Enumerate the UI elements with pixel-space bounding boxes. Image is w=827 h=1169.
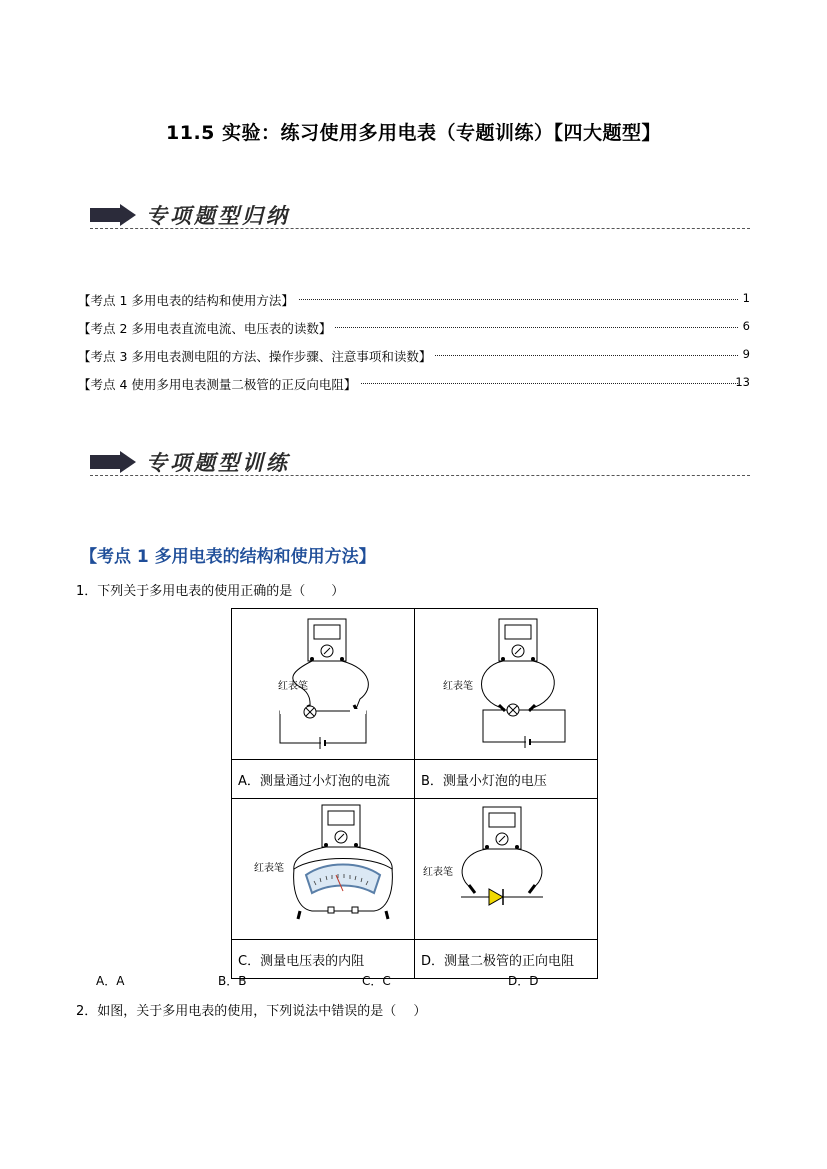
toc-page: 13	[735, 375, 750, 389]
toc-entry[interactable]	[78, 375, 750, 397]
figure-c	[232, 799, 415, 940]
toc-entry[interactable]	[78, 347, 750, 369]
question-1-stem: 1．下列关于多用电表的使用正确的是（ ）	[76, 584, 345, 599]
arrow-icon	[90, 204, 136, 226]
circuit-diagram-icon	[232, 609, 414, 755]
page-title: 11.5 实验：练习使用多用电表（专题训练）【四大题型】	[166, 122, 661, 144]
question-1-figure-table	[231, 608, 598, 979]
banner-title: 专项题型归纳	[146, 203, 290, 228]
question-2-stem: 2．如图，关于多用电表的使用，下列说法中错误的是（ ）	[76, 1004, 427, 1019]
section-heading: 【考点 1 多用电表的结构和使用方法】	[80, 547, 376, 567]
figure-a	[232, 609, 415, 760]
toc-label: 【考点 2 多用电表直流电流、电压表的读数】	[78, 319, 335, 337]
voltmeter-diagram-icon	[232, 799, 414, 935]
option-d[interactable]: D．D	[508, 974, 539, 988]
divider	[90, 228, 750, 229]
section-banner-summary	[90, 196, 750, 236]
option-d-caption: D．测量二极管的正向电阻	[415, 940, 598, 979]
red-probe-label: 红表笔	[278, 681, 308, 692]
toc-entry[interactable]	[78, 319, 750, 341]
option-c[interactable]: C．C	[362, 974, 391, 988]
figure-d	[415, 799, 598, 940]
option-a[interactable]: A．A	[96, 974, 125, 988]
toc-entry[interactable]	[78, 291, 750, 313]
toc-label: 【考点 4 使用多用电表测量二极管的正反向电阻】	[78, 375, 360, 393]
diode-diagram-icon	[415, 799, 597, 935]
arrow-icon	[90, 451, 136, 473]
option-a-caption: A．测量通过小灯泡的电流	[232, 760, 415, 799]
section-banner-training	[90, 443, 750, 483]
figure-b	[415, 609, 598, 760]
toc-page: 1	[742, 291, 750, 305]
red-probe-label: 红表笔	[254, 863, 284, 874]
banner-title: 专项题型训练	[146, 450, 290, 475]
divider	[90, 475, 750, 476]
toc-label: 【考点 1 多用电表的结构和使用方法】	[78, 291, 298, 309]
toc-page: 6	[742, 319, 750, 333]
toc-page: 9	[742, 347, 750, 361]
red-probe-label: 红表笔	[423, 867, 453, 878]
option-b[interactable]: B．B	[218, 974, 247, 988]
toc-label: 【考点 3 多用电表测电阻的方法、操作步骤、注意事项和读数】	[78, 347, 435, 365]
circuit-diagram-icon	[415, 609, 597, 755]
option-c-caption: C．测量电压表的内阻	[232, 940, 415, 979]
option-b-caption: B．测量小灯泡的电压	[415, 760, 598, 799]
red-probe-label: 红表笔	[443, 681, 473, 692]
